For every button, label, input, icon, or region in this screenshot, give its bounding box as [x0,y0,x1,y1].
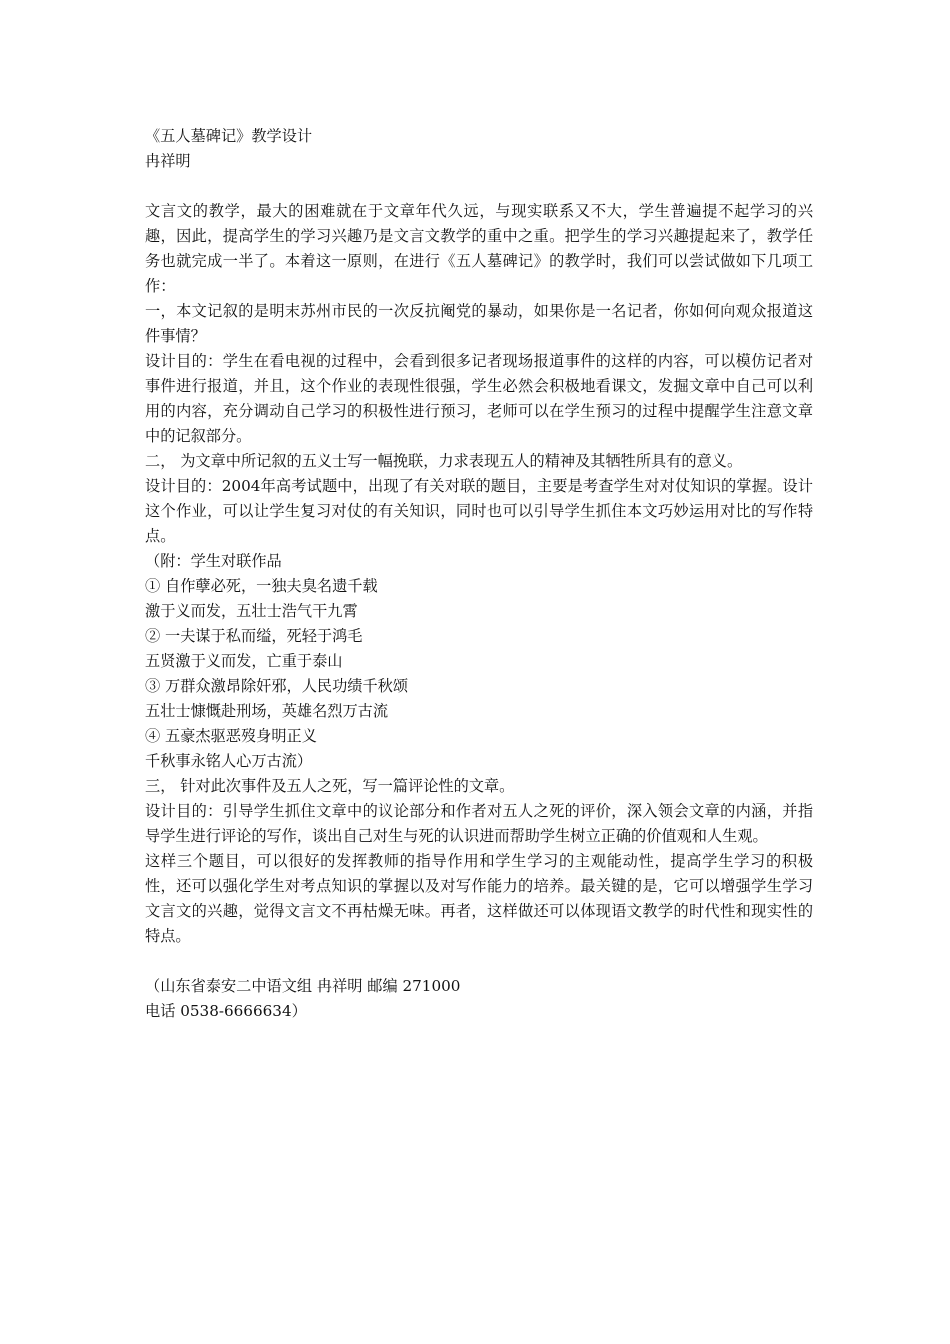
couplet-line: 千秋事永铭人心万古流） [145,752,313,770]
couplet-line: ① 自作孽必死，一独夫臭名遗千载 [145,577,378,595]
couplet-line: 五贤激于义而发，亡重于泰山 [145,652,343,670]
intro-paragraph: 文言文的教学，最大的困难就在于文章年代久远，与现实联系又不大，学生普遍提不起学习的兴趣，因此，提高学生的学习兴趣乃是文言文教学的重中之重。把学生的学习兴趣提起来了，教学任务也就完成一半了。本着这一原则，在进行《五人墓碑记》的教学时，我们可以尝试做如下几项工作： [145,202,813,295]
purpose-three: 设计目的：引导学生抓住文章中的议论部分和作者对五人之死的评价，深入领会文章的内涵，并指导学生进行评论的写作，谈出自己对生与死的认识进而帮助学生树立正确的价值观和人生观。 [145,802,813,845]
blank-line [145,949,813,974]
couplet-line: ③ 万群众激昂除奸邪，人民功绩千秋颂 [145,677,409,695]
contact-phone: 电话 0538-6666634） [145,1002,307,1020]
contact-info: （山东省泰安二中语文组 冉祥明 邮编 271000 [145,977,461,995]
purpose-two: 设计目的：2004年高考试题中，出现了有关对联的题目，主要是考查学生对对仗知识的掌握。设计这个作业，可以让学生复习对仗的有关知识，同时也可以引导学生抓住本文巧妙运用对比的写作特点。 [145,477,813,545]
couplet-line: 五壮士慷慨赴刑场，英雄名烈万古流 [145,702,388,720]
appendix-label: （附：学生对联作品 [145,552,282,570]
author-name: 冉祥明 [145,152,191,170]
task-three: 三， 针对此次事件及五人之死，写一篇评论性的文章。 [145,777,515,795]
couplet-line: ② 一夫谋于私而缢，死轻于鸿毛 [145,627,363,645]
conclusion-paragraph: 这样三个题目，可以很好的发挥教师的指导作用和学生学习的主观能动性，提高学生学习的积极性，还可以强化学生对考点知识的掌握以及对写作能力的培养。最关键的是，它可以增强学生学习文言文的兴趣，觉得文言文不再枯燥无味。再者，这样做还可以体现语文教学的时代性和现实性的特点。 [145,852,813,945]
couplet-line: 激于义而发，五壮士浩气干九霄 [145,602,358,620]
blank-line [145,174,813,199]
document-title: 《五人墓碑记》教学设计 [145,127,313,145]
couplet-line: ④ 五豪杰驱恶歿身明正义 [145,727,317,745]
task-two: 二， 为文章中所记叙的五义士写一幅挽联，力求表现五人的精神及其牺牲所具有的意义。 [145,452,743,470]
document-page [145,124,813,1024]
task-one: 一，本文记叙的是明末苏州市民的一次反抗阉党的暴动，如果你是一名记者，你如何向观众报道这件事情？ [145,302,813,345]
purpose-one: 设计目的：学生在看电视的过程中，会看到很多记者现场报道事件的这样的内容，可以模仿记者对事件进行报道，并且，这个作业的表现性很强，学生必然会积极地看课文，发掘文章中自己可以利用的内容，充分调动自己学习的积极性进行预习，老师可以在学生预习的过程中提醒学生注意文章中的记叙部分。 [145,352,813,445]
